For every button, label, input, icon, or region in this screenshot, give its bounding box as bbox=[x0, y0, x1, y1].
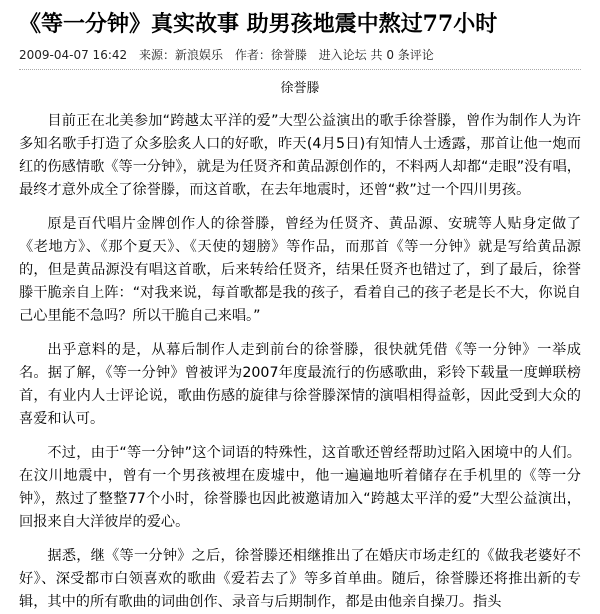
paragraph: 目前正在北美参加“跨越太平洋的爱”大型公益演出的歌手徐誉滕，曾作为制作人为许多知名歌手打造了众多脍炙人口的好歌，昨天(4月5日)有知情人士透露，那首让他一炮而红的伤感情歌《等一分钟》，就是为任贤齐和黄品源创作的，不料两人却都“走眼”没有唱，最终才意外成全了徐誉滕，而这首歌，在去年地震时，还曾“救”过一个四川男孩。 bbox=[19, 113, 581, 198]
article-body bbox=[0, 110, 600, 614]
paragraph: 据悉，继《等一分钟》之后，徐誉滕还相继推出了在婚庆市场走红的《做我老婆好不好》、深受都市白领喜欢的歌曲《爱若去了》等多首单曲。随后，徐誉滕还将推出新的专辑，其中的所有歌曲的词曲创作、录音与后期制作，都是由他亲自操刀。指头 bbox=[19, 548, 581, 610]
meta-divider bbox=[19, 69, 581, 70]
enter-forum-link[interactable]: 进入论坛 bbox=[318, 48, 367, 62]
paragraph: 原是百代唱片金牌创作人的徐誉滕，曾经为任贤齐、黄品源、安琥等人贴身定做了《老地方》、《那个夏天》、《天使的翅膀》等作品，而那首《等一分钟》就是写给黄品源的，但是黄品源没有唱这首歌，后来转给任贤齐，结果任贤齐也错过了，到了最后，徐誉滕干脆亲自上阵：“对我来说，每首歌都是我的孩子，看着自己的孩子老是长不大，你说自己心里能不急吗？所以干脆自己来唱。” bbox=[19, 216, 581, 324]
paragraph: 出乎意料的是，从幕后制作人走到前台的徐誉滕，很快就凭借《等一分钟》一举成名。据了解，《等一分钟》曾被评为2007年度最流行的伤感歌曲，彩铃下载量一度蝉联榜首，有业内人士评论说，歌曲伤感的旋律与徐誉滕深情的演唱相得益彰，因此受到大众的喜爱和认可。 bbox=[19, 342, 581, 427]
paragraph: 不过，由于“等一分钟”这个词语的特殊性，这首歌还曾经帮助过陷入困境中的人们。在汶川地震中，曾有一个男孩被埋在废墟中，他一遍遍地听着储存在手机里的《等一分钟》，熬过了整整77个小时，徐誉滕也因此被邀请加入“跨越太平洋的爱”大型公益演出，回报来自大洋彼岸的爱心。 bbox=[19, 445, 581, 530]
article-source: 来源：新浪娱乐 bbox=[138, 48, 223, 62]
article-headline: 《等一分钟》真实故事 助男孩地震中熬过77小时 bbox=[19, 11, 498, 37]
comment-count-link[interactable]: 共 0 条评论 bbox=[370, 48, 434, 62]
article-meta bbox=[19, 47, 600, 63]
article-byline: 徐誉滕 bbox=[280, 81, 320, 96]
article-author: 作者：徐誉滕 bbox=[234, 48, 307, 62]
publish-datetime: 2009-04-07 16:42 bbox=[19, 48, 128, 62]
